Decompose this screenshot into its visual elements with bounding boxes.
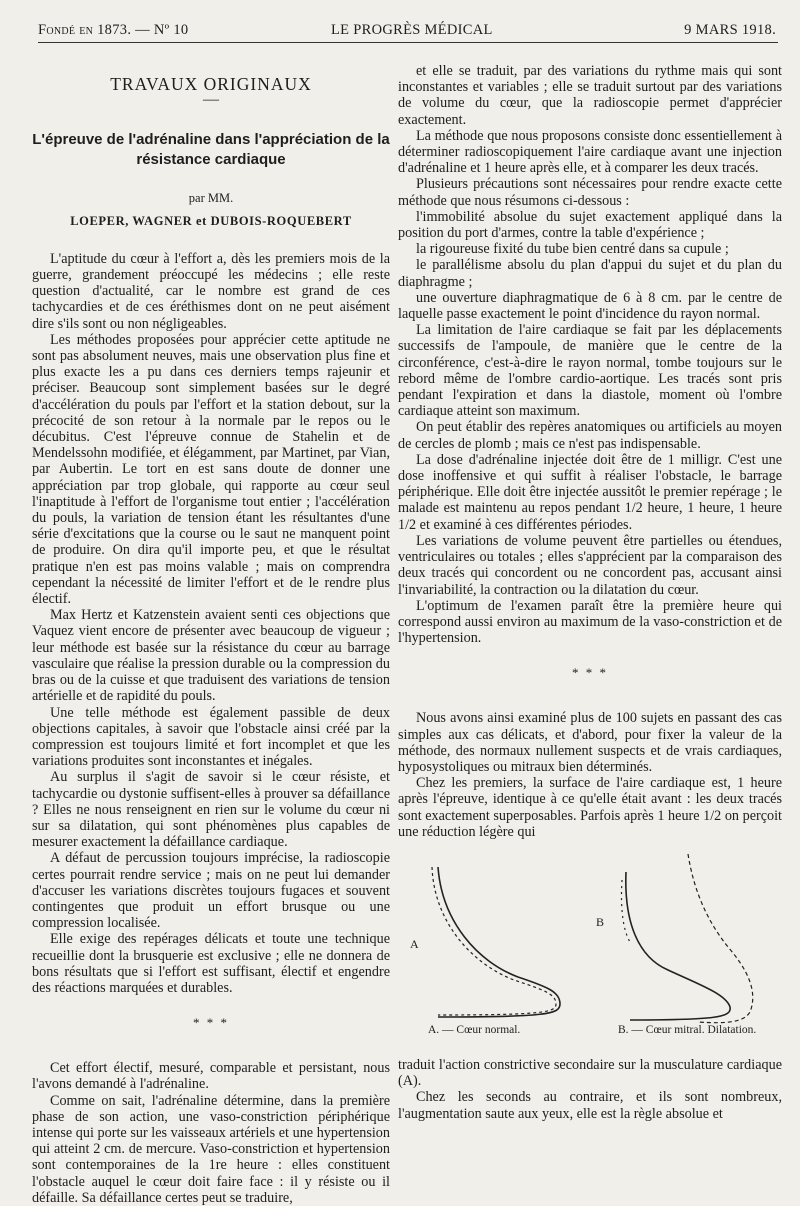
paragraph: Cet effort électif, mesuré, comparable et persistant, nous l'avons demandé à l'adrénaline. [32, 1060, 390, 1093]
tracing-a-dashed [432, 867, 556, 1015]
tracing-a-solid [438, 867, 560, 1017]
paragraph: Chez les seconds au contraire, et ils sont nombreux, l'augmentation saute aux yeux, elle est la règle absolue et [398, 1089, 782, 1122]
article-title: L'épreuve de l'adrénaline dans l'appréciation de la résistance cardiaque [32, 131, 390, 169]
section-title: TRAVAUX ORIGINAUX [110, 74, 312, 94]
paragraph: Au surplus il s'agit de savoir si le cœur résiste, et tachycardie ou dystonie suffisent-elles à prouver sa défaillance ? Elles ne nous renseignent en rien sur le volume du cœur ni sur sa dilatation, qui sont phénomènes plus capables de mesurer exactement la défaillance cardiaque. [32, 769, 390, 851]
paragraph: l'immobilité absolue du sujet exactement appliqué dans la position du port d'armes, contre la table d'expérience ; [398, 208, 782, 242]
title-dash: — [203, 91, 219, 109]
paragraph: Une telle méthode est également passible de deux objections capitales, à savoir que l'obstacle ainsi créé par la compression est toujours limité et fort incomplet et que les variations produites sont inconstantes et inégales. [32, 704, 390, 770]
tracing-b-solid [626, 872, 730, 1020]
paragraph: Plusieurs précautions sont nécessaires pour rendre exacte cette méthode que nous résumons ci-dessous : [398, 176, 782, 209]
paragraph: L'optimum de l'examen paraît être la première heure qui correspond aussi environ au maximum de la vaso-constriction et de l'hypertension. [398, 597, 782, 647]
paragraph: La méthode que nous proposons consiste donc essentiellement à déterminer radioscopiquement l'aire cardiaque avant une injection d'adrénaline et 1 heure après elle, et à comparer les deux tracés. [398, 127, 782, 177]
caption-a: A. — Cœur normal. [428, 1023, 521, 1036]
paragraph: Chez les premiers, la surface de l'aire cardiaque est, 1 heure après l'épreuve, identique à ce qu'elle était avant : les deux tracés sont exactement superposables. Parfois après 1 heure 1/2 on perçoit une réduction légère qui [398, 775, 782, 840]
paragraph: traduit l'action constrictive secondaire sur la musculature cardiaque (A). [398, 1056, 782, 1090]
paragraph: Max Hertz et Katzenstein avaient senti ces objections que Vaquez vient encore de présenter avec beaucoup de vigueur ; leur méthode est basée sur la résistance du cœur au barrage vasculaire que réalise la pression durable ou la compression du bras ou de la cuisse et que traduisent des variations de tension artérielle et de rapidité du pouls. [32, 607, 390, 705]
paragraph: Les méthodes proposées pour apprécier cette aptitude ne sont pas absolument neuves, mais une observation plus fine et plus exacte les a pu dans ces derniers temps rajeunir et préciser. Beaucoup sont simplement basées sur le degré d'accélération du pouls par l'effort et la station debout, sur la précocité de son retour à la normale par le repos ou le décubitus. C'est l'épreuve connue de Stahelin et de Mendelssohn modifiée, et élégamment, par Martinet, par Vian, par Aubertin. Le tort en est sans doute de donner une appréciation par trop globale, qui rapporte au cœur seul l'inaptitude à l'effort de l'organisme tout entier ; l'accélération du pouls, la variation de tension étant les résultantes d'une série d'excitations que la course ou le saut ne manquent point de produire. On dira qu'il importe peu, et que le résultat pratique n'en est pas moins valable ; mais on comprendra cependant la nécessité de limiter l'effort et de le rendre plus électif. [32, 331, 390, 608]
header-rule [38, 42, 778, 43]
paragraph: Les variations de volume peuvent être partielles ou étendues, ventriculaires ou totales ; elles s'apprécient par la comparaison des deux tracés qui concordent ou ne concordent pas, accusant ainsi l'invariabilité, la contraction ou la dilatation du cœur. [398, 532, 782, 598]
caption-b: B. — Cœur mitral. Dilatation. [618, 1023, 757, 1036]
left-column [32, 56, 390, 1206]
founded-issue: Fondé en 1873. — Nº 10 [38, 22, 189, 38]
paragraph: Elle exige des repérages délicats et toute une technique recueillie dont la brusquerie est exclusive ; elle ne donnera de bons résultats que si l'effort est suffisant, électif et engendre des réactions marquées et durables. [32, 931, 390, 996]
paragraph: Nous avons ainsi examiné plus de 100 sujets en passant des cas simples aux cas délicats, et d'abord, pour fixer la valeur de la méthode, des normaux nullement suspects et de vrais cardiaques, hyposystoliques ou mitraux bien déterminés. [398, 710, 782, 775]
paragraph: L'aptitude du cœur à l'effort a, dès les premiers mois de la guerre, grandement préoccupé les médecins ; elle reste question d'actualité, car le nombre est grand de ces tachycardies et de ces éréthismes dont on ne peut aisément dire s'ils sont ou non négligeables. [32, 250, 390, 332]
section-separator: * * * [572, 665, 608, 681]
heart-tracings-figure [398, 852, 782, 1057]
paragraph: La dose d'adrénaline injectée doit être de 1 milligr. C'est une dose inoffensive et qui suffit à réaliser l'obstacle, le barrage périphérique. Elle doit être injectée aussitôt le premier repérage ; le malade est maintenu au repos pendant 1/2 heure, 1 heure, 1 heure 1/2 et examiné à ces différentes périodes. [398, 451, 782, 533]
paragraph: Comme on sait, l'adrénaline détermine, dans la première phase de son action, une vaso-constriction périphérique intense qui porte sur les vaisseaux artériels et une hypertension qui atteint 2 cm. de mercure. Vaso-constriction et hypertension sont contemporaines de la 1re heure : elles constituent l'obstacle auquel le cœur doit faire face : il y résiste ou il défaille. Sa défaillance certes peut se traduire, [32, 1092, 390, 1206]
section-separator: * * * [193, 1015, 229, 1031]
paragraph: On peut établir des repères anatomiques ou artificiels au moyen de cercles de plomb ; mais ce n'est pas indispensable. [398, 419, 782, 452]
issue-date: 9 MARS 1918. [684, 22, 776, 38]
byline: par MM. [188, 191, 234, 206]
paragraph: la rigoureuse fixité du tube bien centré dans sa cupule ; [416, 241, 729, 258]
paragraph: et elle se traduit, par des variations du rythme mais qui sont inconstantes et variables ; elle se traduit surtout par des variations de volume du cœur, que la radioscopie permet d'apprécier exactement. [398, 63, 782, 128]
figure-a-label: A [410, 936, 419, 951]
paragraph: le parallélisme absolu du plan d'appui du sujet et du plan du diaphragme ; [398, 257, 782, 290]
paragraph: une ouverture diaphragmatique de 6 à 8 cm. par le centre de laquelle passe exactement le point d'incidence du rayon normal. [398, 289, 782, 323]
paragraph: A défaut de percussion toujours imprécise, la radioscopie certes pourrait rendre service ; mais on ne peut lui demander d'accuser les variations discrètes toujours fugaces et souvent contingentes que produit un effort brusque ou une compression localisée. [32, 850, 390, 932]
right-column [398, 63, 782, 1122]
page-header [0, 0, 800, 44]
authors: LOEPER, WAGNER et DUBOIS-ROQUEBERT [70, 213, 352, 228]
tracing-b-dashed [688, 854, 753, 1023]
journal-title: LE PROGRÈS MÉDICAL [331, 22, 493, 38]
figure-b-label: B [596, 914, 605, 929]
paragraph: La limitation de l'aire cardiaque se fait par les déplacements successifs de l'ampoule, de manière que le centre de la circonférence, c'est-à-dire le rayon normal, tombe toujours sur le rebord même de l'ombre cardio-aortique. Les tracés sont pris pendant l'expiration et dans la diastole, moment où l'ombre cardiaque atteint son maximum. [398, 322, 782, 420]
